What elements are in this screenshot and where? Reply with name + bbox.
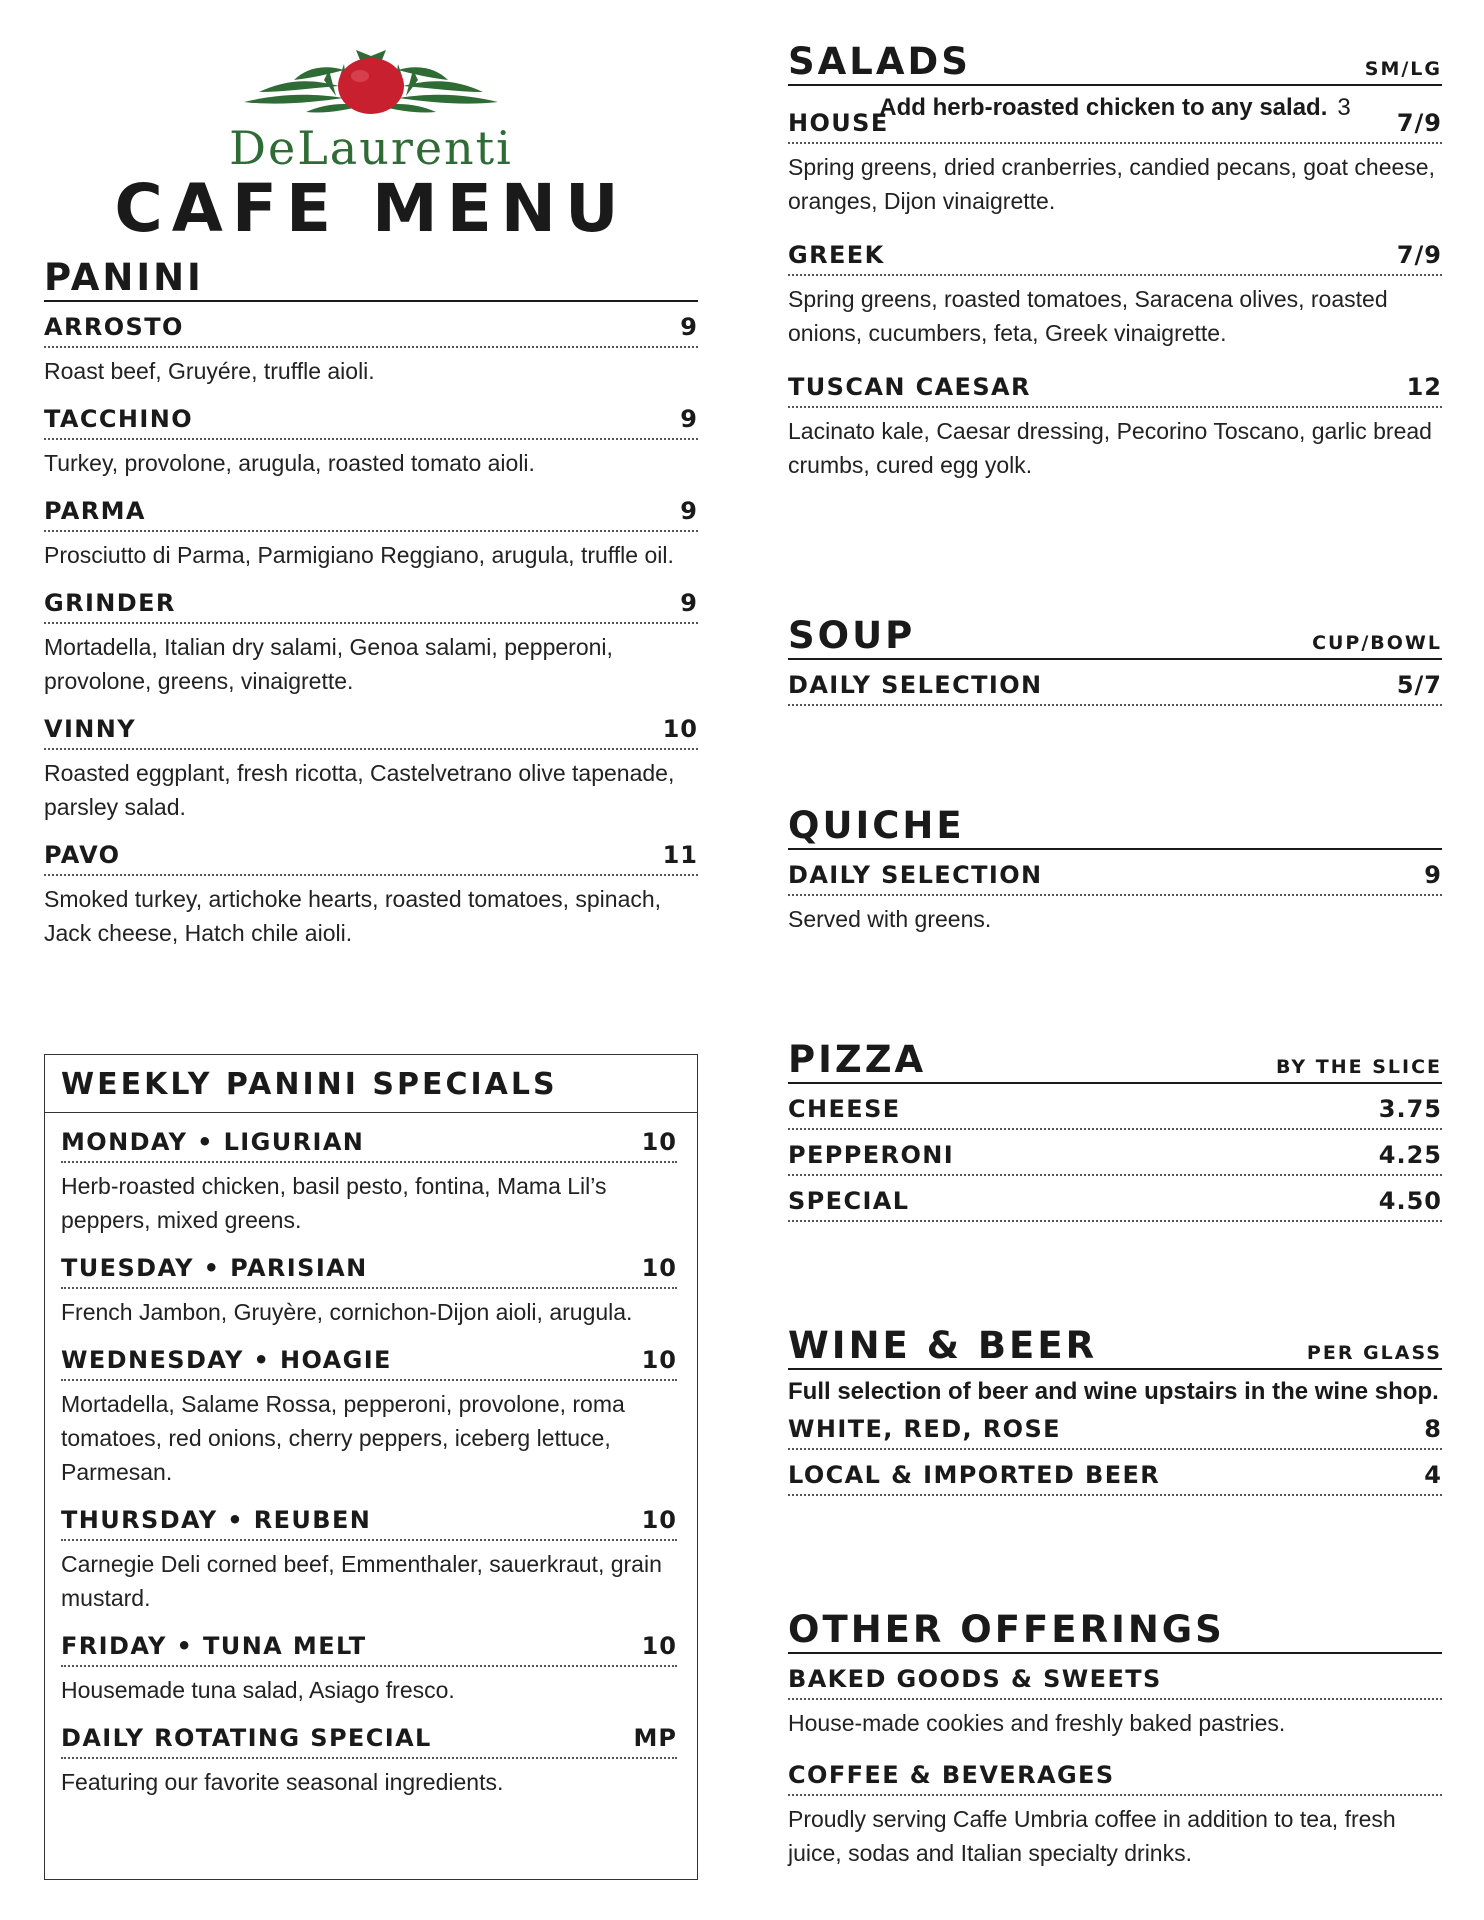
page-title: CAFE MENU	[114, 170, 628, 247]
menu-item-price: 10	[662, 715, 698, 743]
menu-item-price: 11	[662, 841, 698, 869]
menu-item-price: 10	[641, 1506, 677, 1534]
menu-item-price: 9	[680, 405, 698, 433]
menu-item-description: Mortadella, Italian dry salami, Genoa salami, pepperoni, provolone, greens, vinaigrette.	[44, 634, 613, 694]
menu-item-price: 9	[1424, 861, 1442, 889]
menu-item-name: GRINDER	[44, 589, 176, 617]
menu-item	[44, 714, 698, 824]
menu-item	[788, 372, 1442, 482]
menu-item-header	[788, 1140, 1442, 1176]
menu-item-header	[788, 372, 1442, 408]
section-header	[788, 616, 1442, 660]
section-title: SOUP	[788, 614, 916, 657]
menu-item-name: COFFEE & BEVERAGES	[788, 1761, 1115, 1789]
pizza-section	[788, 1040, 1442, 1222]
menu-item	[61, 1253, 677, 1329]
menu-item-name: MONDAY • LIGURIAN	[61, 1128, 365, 1156]
menu-item-name: HOUSE	[788, 109, 889, 137]
menu-item-price: 10	[641, 1128, 677, 1156]
menu-item-price: 10	[641, 1346, 677, 1374]
menu-item-header	[61, 1253, 677, 1289]
menu-item-header	[788, 1664, 1442, 1700]
menu-item-header	[61, 1723, 677, 1759]
menu-item-header	[61, 1127, 677, 1163]
menu-item	[61, 1723, 677, 1799]
menu-item-name: PEPPERONI	[788, 1141, 955, 1169]
menu-item	[788, 1414, 1442, 1450]
menu-item	[61, 1505, 677, 1615]
size-note: CUP/BOWL	[1312, 632, 1442, 654]
menu-item	[44, 840, 698, 950]
menu-item	[788, 670, 1442, 706]
menu-item-description: Herb-roasted chicken, basil pesto, fontina, Mama Lil’s peppers, mixed greens.	[61, 1173, 607, 1233]
menu-item-description: Turkey, provolone, arugula, roasted tomato aioli.	[44, 450, 535, 476]
section-title: QUICHE	[788, 804, 965, 847]
menu-item-price: 10	[641, 1632, 677, 1660]
menu-item-header	[788, 1414, 1442, 1450]
menu-item-description: Mortadella, Salame Rossa, pepperoni, provolone, roma tomatoes, red onions, cherry peppers, iceberg lettuce, Parmesan.	[61, 1391, 625, 1485]
menu-item	[44, 496, 698, 572]
menu-item-description: Carnegie Deli corned beef, Emmenthaler, sauerkraut, grain mustard.	[61, 1551, 662, 1611]
menu-item-name: TUESDAY • PARISIAN	[61, 1254, 368, 1282]
menu-item	[788, 108, 1442, 218]
menu-item-description: House-made cookies and freshly baked pastries.	[788, 1710, 1286, 1736]
menu-item-name: VINNY	[44, 715, 137, 743]
menu-item-header	[44, 714, 698, 750]
menu-item-name: PARMA	[44, 497, 146, 525]
menu-item-description: Housemade tuna salad, Asiago fresco.	[61, 1677, 455, 1703]
section-header	[44, 258, 698, 302]
menu-item	[44, 312, 698, 388]
menu-item-name: SPECIAL	[788, 1187, 910, 1215]
menu-item-header	[61, 1631, 677, 1667]
menu-item-name: GREEK	[788, 241, 885, 269]
menu-item-header	[788, 240, 1442, 276]
salads-section	[788, 42, 1442, 482]
menu-item-name: WHITE, RED, ROSE	[788, 1415, 1061, 1443]
menu-item	[61, 1631, 677, 1707]
menu-item-name: FRIDAY • TUNA MELT	[61, 1632, 367, 1660]
size-note: SM/LG	[1364, 58, 1442, 80]
section-header	[788, 1610, 1442, 1654]
soup-section	[788, 616, 1442, 706]
menu-item	[61, 1127, 677, 1237]
menu-item-name: DAILY ROTATING SPECIAL	[61, 1724, 432, 1752]
section-header	[788, 1326, 1442, 1370]
section-header	[788, 806, 1442, 850]
menu-item-description: Lacinato kale, Caesar dressing, Pecorino Toscano, garlic bread crumbs, cured egg yolk.	[788, 418, 1432, 478]
menu-item-name: THURSDAY • REUBEN	[61, 1506, 372, 1534]
menu-item-header	[788, 670, 1442, 706]
menu-item-header	[44, 840, 698, 876]
menu-item	[788, 1186, 1442, 1222]
section-header	[788, 1040, 1442, 1084]
menu-item-price: 7/9	[1396, 241, 1442, 269]
menu-item	[788, 1664, 1442, 1740]
menu-item-name: WEDNESDAY • HOAGIE	[61, 1346, 392, 1374]
menu-item	[44, 588, 698, 698]
section-header	[788, 42, 1442, 86]
menu-item-description: Proudly serving Caffe Umbria coffee in addition to tea, fresh juice, sodas and Italian specialty drinks.	[788, 1806, 1396, 1866]
menu-item-description: Smoked turkey, artichoke hearts, roasted tomatoes, spinach, Jack cheese, Hatch chile aioli.	[44, 886, 662, 946]
menu-item	[788, 1760, 1442, 1870]
menu-item-price: 9	[680, 313, 698, 341]
menu-item-description: Roast beef, Gruyére, truffle aioli.	[44, 358, 375, 384]
menu-item-price: 4	[1424, 1461, 1442, 1489]
weekly-specials-box	[44, 1054, 698, 1880]
section-title: WINE & BEER	[788, 1324, 1098, 1367]
menu-item-price: 4.50	[1378, 1187, 1442, 1215]
menu-item	[788, 860, 1442, 936]
panini-section	[44, 258, 698, 950]
menu-item-price: 8	[1424, 1415, 1442, 1443]
menu-item-description: French Jambon, Gruyère, cornichon-Dijon aioli, arugula.	[61, 1299, 633, 1325]
section-title: OTHER OFFERINGS	[788, 1608, 1225, 1651]
size-note: PER GLASS	[1306, 1342, 1442, 1364]
menu-item-price: 7/9	[1396, 109, 1442, 137]
menu-item-description: Spring greens, roasted tomatoes, Saracena olives, roasted onions, cucumbers, feta, Greek vinaigrette.	[788, 286, 1388, 346]
menu-item-header	[788, 860, 1442, 896]
menu-item-name: DAILY SELECTION	[788, 671, 1043, 699]
menu-item-description: Featuring our favorite seasonal ingredients.	[61, 1769, 504, 1795]
menu-item-price: 4.25	[1378, 1141, 1442, 1169]
menu-item-header	[61, 1505, 677, 1541]
menu-item-price: 9	[680, 497, 698, 525]
menu-item	[788, 1140, 1442, 1176]
wine-shop-note: Full selection of beer and wine upstairs in the wine shop.	[788, 1378, 1439, 1405]
size-note: BY THE SLICE	[1275, 1056, 1442, 1078]
menu-item-name: TACCHINO	[44, 405, 194, 433]
wine-beer-section	[788, 1326, 1442, 1496]
menu-item-header	[44, 588, 698, 624]
menu-item-name: DAILY SELECTION	[788, 861, 1043, 889]
menu-item	[788, 1460, 1442, 1496]
menu-item-price: 5/7	[1396, 671, 1442, 699]
section-title: PIZZA	[788, 1038, 927, 1081]
menu-item-name: ARROSTO	[44, 313, 184, 341]
menu-item-price: 12	[1406, 373, 1442, 401]
addon-price: 3	[1337, 94, 1351, 121]
menu-item-header	[44, 496, 698, 532]
menu-item-price: 9	[680, 589, 698, 617]
menu-item-price: MP	[633, 1724, 677, 1752]
menu-item-header	[44, 404, 698, 440]
menu-item-price: 3.75	[1378, 1095, 1442, 1123]
menu-item	[788, 240, 1442, 350]
menu-item-price: 10	[641, 1254, 677, 1282]
section-title: SALADS	[788, 40, 971, 83]
menu-item-header	[788, 1094, 1442, 1130]
menu-item-header	[61, 1345, 677, 1381]
menu-item-description: Prosciutto di Parma, Parmigiano Reggiano, arugula, truffle oil.	[44, 542, 674, 568]
menu-item-description: Served with greens.	[788, 906, 992, 932]
menu-item-description: Roasted eggplant, fresh ricotta, Castelvetrano olive tapenade, parsley salad.	[44, 760, 675, 820]
menu-item-header	[788, 1460, 1442, 1496]
menu-item-name: BAKED GOODS & SWEETS	[788, 1665, 1162, 1693]
quiche-section	[788, 806, 1442, 936]
menu-item-description: Spring greens, dried cranberries, candied pecans, goat cheese, oranges, Dijon vinaigrette.	[788, 154, 1435, 214]
menu-item-header	[44, 312, 698, 348]
other-offerings-section	[788, 1610, 1442, 1870]
menu-item-name: TUSCAN CAESAR	[788, 373, 1031, 401]
section-title: PANINI	[44, 256, 204, 299]
menu-item	[61, 1345, 677, 1489]
menu-item	[44, 404, 698, 480]
menu-item-name: PAVO	[44, 841, 121, 869]
menu-item-header	[788, 1186, 1442, 1222]
weekly-specials-title: WEEKLY PANINI SPECIALS	[45, 1055, 697, 1113]
menu-item	[788, 1094, 1442, 1130]
addon-text: Add herb-roasted chicken to any salad.	[879, 94, 1328, 121]
menu-item-name: CHEESE	[788, 1095, 901, 1123]
menu-item-header	[788, 1760, 1442, 1796]
delaurenti-logo	[44, 40, 698, 170]
menu-item-name: LOCAL & IMPORTED BEER	[788, 1461, 1161, 1489]
brand-wordmark: DeLaurenti	[229, 121, 513, 170]
